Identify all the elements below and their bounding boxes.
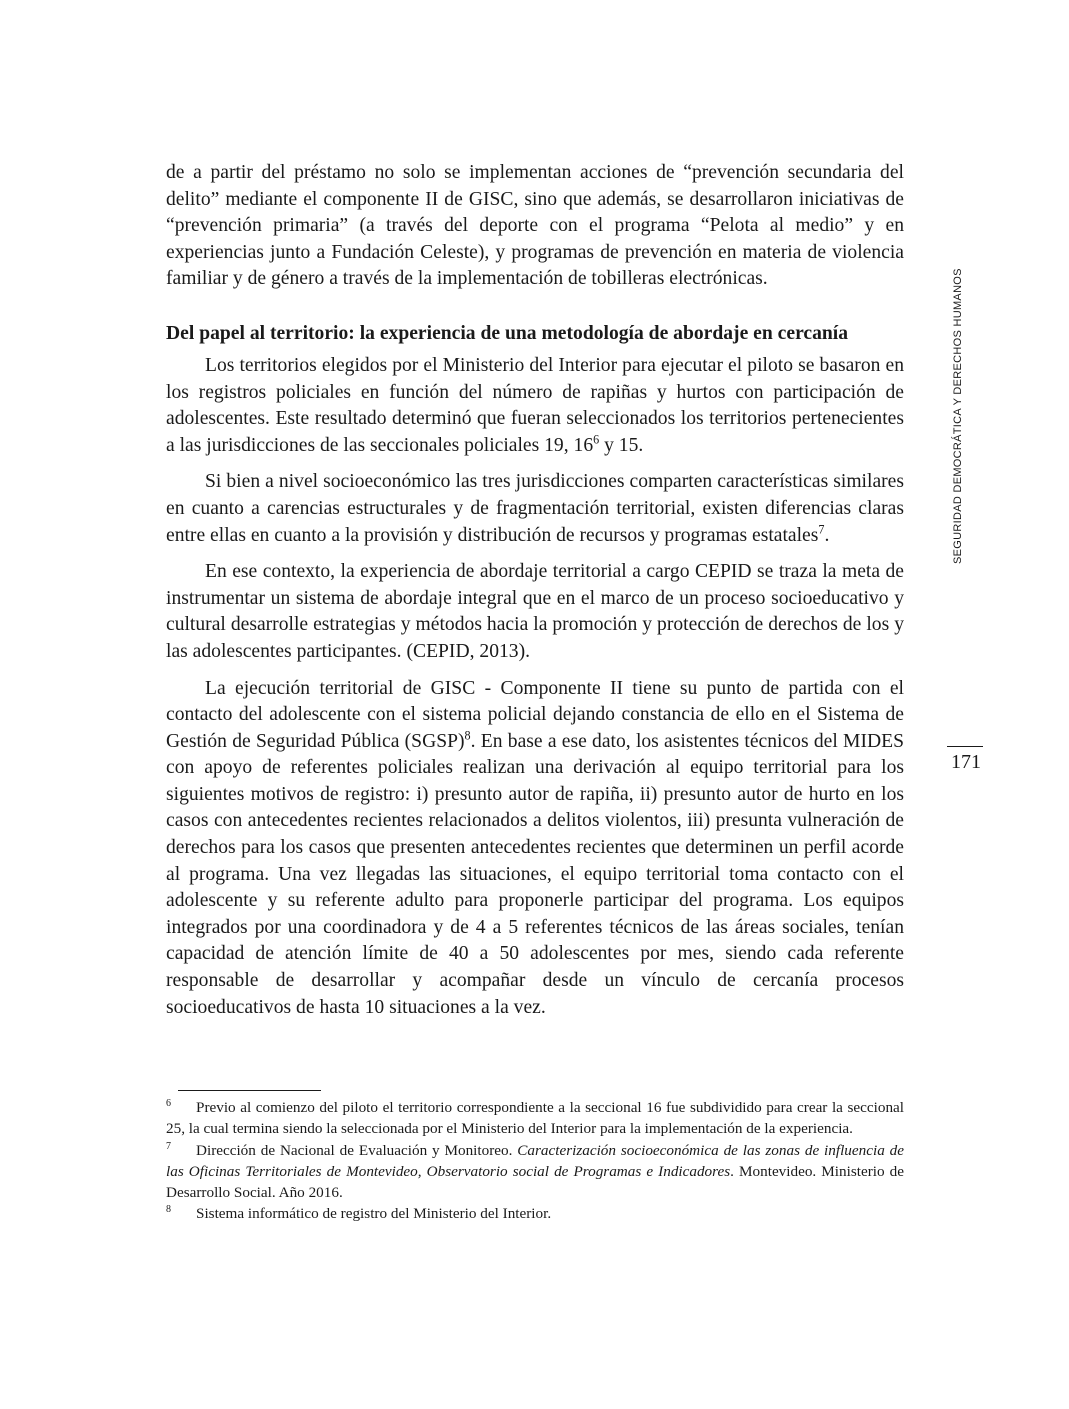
running-header-vertical: SEGURIDAD DEMOCRÁTICA Y DERECHOS HUMANOS: [952, 268, 964, 564]
paragraph-1-text-b: y 15.: [599, 434, 644, 456]
footnote-separator: [178, 1090, 321, 1091]
footnote-ref-6[interactable]: 6: [593, 432, 600, 447]
paragraph-4-text-a: La ejecución territorial de GISC - Componente II tiene su punto de partida con el contacto del adolescente con el sistema policial dejando constancia de ello en el Sistema de Gestión de Seguridad Pública (SGSP): [166, 677, 904, 752]
paragraph-1: [166, 353, 904, 459]
footnote-7: [166, 1140, 904, 1204]
footnote-ref-8[interactable]: 8: [464, 728, 471, 743]
footnote-7-text-b: . Montevideo. Ministerio de Desarrollo Social. Año 2016.: [166, 1162, 904, 1202]
footnote-7-text-a: Dirección de Nacional de Evaluación y Monitoreo.: [196, 1141, 518, 1159]
paragraph-4-text-b: . En base a ese dato, los asistentes técnicos del MIDES con apoyo de referentes policiales realizan una derivación al equipo territorial para los siguientes motivos de registro: i) presunto autor de rapiña, ii) presunto autor de hurto en los casos con antecedentes recientes relacionados a delitos violentos, iii) presunta vulneración de derechos para los casos que presenten antecedentes recientes que determinen un perfil acorde al programa. Una vez llegadas las situaciones, el equipo territorial toma contacto con el adolescente y su referente adulto para proponerle participar del programa. Los equipos integrados por una coordinadora y de 4 a 5 referentes técnicos de las áreas sociales, tenían capacidad de atención límite de 40 a 50 adolescentes por mes, siendo cada referente responsable de desarrollar y acompañar desde un vínculo de cercanía procesos socioeducativos de hasta 10 situaciones a la vez.: [166, 730, 904, 1018]
footnote-8-mark: 8: [166, 1204, 171, 1216]
footnotes: [166, 1097, 904, 1225]
page-number: 171: [951, 751, 981, 773]
footnote-6: [166, 1097, 904, 1140]
page-number-rule: [947, 746, 983, 747]
footnote-8: [166, 1203, 904, 1224]
footnote-7-mark: 7: [166, 1140, 171, 1152]
intro-paragraph: de a partir del préstamo no solo se implementan acciones de “prevención secundaria del delito” mediante el componente II de GISC, sino que además, se desarrollaron iniciativas de “prevención primaria” (a través del deporte con el programa “Pelota al medio” y en experiencias junto a Fundación Celeste), y programas de prevención en materia de violencia familiar y de género a través de la implementación de tobilleras electrónicas.: [166, 162, 904, 290]
footnote-ref-7[interactable]: 7: [818, 522, 825, 536]
footnote-6-mark: 6: [166, 1098, 171, 1109]
paragraph-2-text-b: .: [824, 524, 830, 546]
paragraph-1-text-a: Los territorios elegidos por el Ministerio del Interior para ejecutar el piloto se basaron en los registros policiales en función del número de rapiñas y hurtos con participación de adolescentes. Este resultado determinó que fueran seleccionados los territorios pertenecientes a las jurisdicciones de las seccionales policiales 19, 16: [166, 354, 904, 456]
footnote-8-text: Sistema informático de registro del Ministerio del Interior.: [196, 1205, 552, 1223]
section-heading: Del papel al territorio: la experiencia de una metodología de abordaje en cercanía: [166, 322, 849, 344]
paragraph-4: [166, 676, 904, 1022]
footnote-7-title: Caracterización socioeconómica de las zonas de influencia de las Oficinas Territoriales de Montevideo, Observatorio social de Programas e Indicadores: [166, 1141, 904, 1180]
paragraph-2-text-a: Si bien a nivel socioeconómico las tres jurisdicciones comparten características similares en cuanto a carencias estructurales y de fragmentación territorial, existen diferencias claras entre ellas en cuanto a la provisión y distribución de recursos y programas estatales: [166, 471, 904, 546]
footnote-6-text: Previo al comienzo del piloto el territorio correspondiente a la seccional 16 fue subdividido para crear la seccional 25, la cual termina siendo la seleccionada por el Ministerio del Interior para la implementación de la experiencia.: [166, 1099, 904, 1138]
paragraph-2: [166, 469, 904, 549]
main-text: [166, 160, 904, 1021]
paragraph-3: En ese contexto, la experiencia de abordaje territorial a cargo CEPID se traza la meta de instrumentar un sistema de abordaje integral que en el marco de un proceso socioeducativo y cultural desarrolle estrategias y métodos hacia la promoción y protección de derechos de los y las adolescentes participantes. (CEPID, 2013).: [166, 561, 904, 662]
